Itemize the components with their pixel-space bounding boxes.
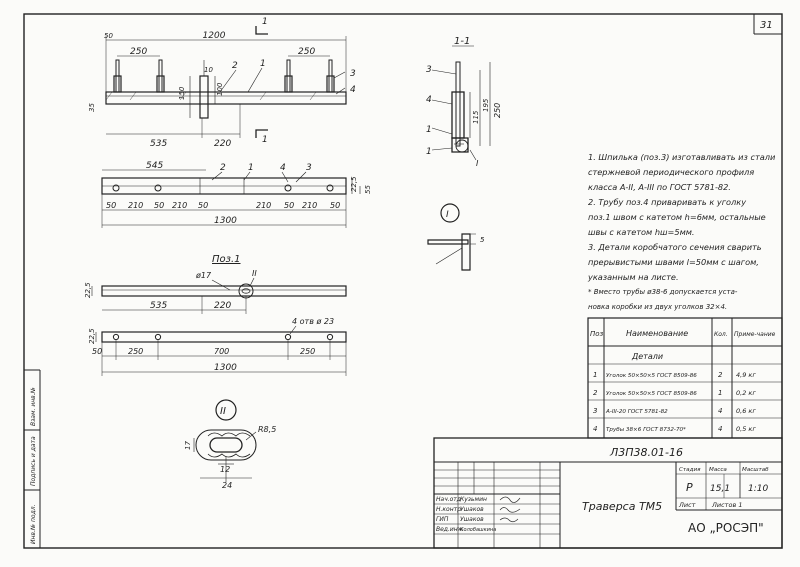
plan-callout-1: 1 — [248, 163, 254, 173]
detail1-mark: I — [446, 210, 449, 220]
detail2-radius: R8,5 — [258, 425, 277, 434]
notes-block — [588, 150, 784, 315]
spec-header-note: Приме-чание — [734, 331, 776, 338]
role-label: Н.контр — [436, 506, 461, 513]
section-detail-mark: I — [476, 159, 479, 168]
pos1-holes: 4 отв ø 23 — [292, 317, 335, 326]
spec-row-name: А-III-20 ГОСТ 5781-82 — [606, 409, 668, 415]
note-line: указанным на листе. — [588, 272, 679, 282]
plan-total: 1300 — [214, 216, 237, 226]
spec-row-pos: 1 — [593, 371, 598, 379]
dim-10: 10 — [204, 66, 213, 74]
spec-row-qty: 2 — [718, 371, 723, 379]
plan-sp-1: 210 — [128, 201, 144, 210]
detail-1 — [428, 204, 476, 270]
section-callout-4: 4 — [426, 95, 432, 105]
callout-4: 4 — [350, 85, 356, 95]
role-label: ГИП — [436, 516, 449, 523]
side-stamp-col1: Инв.№ подл. — [30, 504, 37, 544]
sheet-label: Лист — [679, 501, 696, 509]
spec-section: Детали — [632, 352, 664, 361]
plan-sp-4: 50 — [198, 201, 209, 210]
spec-row-note: 0,6 кг — [736, 407, 756, 415]
stage-value: Р — [686, 481, 693, 494]
spec-row-note: 4,9 кг — [736, 371, 756, 379]
spec-row-qty: 4 — [718, 407, 723, 415]
pos1-total: 1300 — [214, 363, 237, 373]
note-line: прерывистыми швами l=50мм с шагом, — [588, 257, 759, 267]
spec-header-name: Наименование — [626, 329, 689, 338]
dim-35: 35 — [88, 103, 96, 112]
section-callout-1a: 1 — [426, 125, 432, 135]
plan-dim-545: 545 — [146, 161, 164, 171]
dim-250-left: 250 — [130, 47, 148, 57]
callout-2: 2 — [232, 61, 238, 71]
section-dim-250: 250 — [493, 102, 502, 118]
spec-row-qty: 4 — [718, 425, 723, 433]
section-callout-3: 3 — [426, 65, 432, 75]
sheets-label: Листов 1 — [712, 501, 743, 509]
role-label: Нач.отд — [436, 496, 461, 503]
detail2-mark: II — [220, 406, 226, 417]
dim-1200: 1200 — [202, 31, 226, 41]
dim-220: 220 — [214, 139, 232, 149]
scale-value: 1:10 — [748, 484, 769, 494]
dim-50: 50 — [104, 32, 113, 40]
stage-header: Стадия — [679, 467, 701, 473]
pos1-dim-225b: 22,5 — [88, 328, 96, 344]
plan-dim-225: 22,5 — [350, 176, 358, 192]
sheet-number: 31 — [760, 20, 773, 31]
section-callout-1b: 1 — [426, 147, 432, 157]
doc-code: Л3П38.01-16 — [610, 446, 683, 459]
side-stamp-col3: Взам. инв.№ — [30, 387, 37, 426]
plan-callout-4: 4 — [280, 163, 286, 173]
organization: АО „РОСЭП" — [688, 521, 764, 535]
plan-dim-55: 55 — [364, 185, 372, 194]
detail2-dim-12: 12 — [220, 465, 231, 474]
dim-250-right: 250 — [298, 47, 316, 57]
spec-row-name: Уголок 50×50×5 ГОСТ 8509-86 — [606, 391, 697, 397]
section-title: 1-1 — [454, 36, 471, 47]
pos1-dim-220: 220 — [214, 301, 232, 311]
person-name: Кузьмин — [460, 496, 487, 503]
role-label: Вед.инж — [436, 526, 464, 533]
spec-row-qty: 1 — [718, 389, 723, 397]
spec-row-name: Трубы 38×6 ГОСТ 8732-70* — [606, 427, 686, 433]
section-dim-115: 115 — [472, 110, 480, 124]
signatures — [500, 497, 520, 522]
spec-header-qty: Кол. — [714, 331, 728, 338]
plan-sp-8: 50 — [330, 201, 341, 210]
mass-header: Масса — [709, 467, 727, 473]
detail1-dim-5: 5 — [480, 236, 485, 244]
person-name: Колобашкина — [460, 527, 497, 533]
pos1-dim-50: 50 — [92, 347, 103, 356]
note-line: новка коробки из двух уголков 32×4. — [588, 303, 728, 311]
spec-row-name: Уголок 50×50×5 ГОСТ 8509-86 — [606, 373, 697, 379]
plan-callout-3: 3 — [306, 163, 312, 173]
note-line: поз.1 швом с катетом h=6мм, остальные — [588, 212, 766, 222]
note-line: * Вместо трубы ø38-6 допускается уста- — [588, 288, 738, 296]
callout-3: 3 — [350, 69, 356, 79]
plan-sp-5: 210 — [256, 201, 272, 210]
pos1-dim-535: 535 — [150, 301, 168, 311]
section-mark-bottom: 1 — [262, 135, 268, 145]
person-name: Ушаков — [460, 516, 484, 523]
note-line: швы с катетом hш=5мм. — [588, 227, 695, 237]
plan-sp-6: 50 — [284, 201, 295, 210]
plan-sp-3: 210 — [172, 201, 188, 210]
note-line: стержневой периодического профиля — [588, 167, 755, 177]
dim-150: 150 — [178, 86, 186, 100]
dim-100: 100 — [216, 82, 224, 96]
spec-row-note: 0,2 кг — [736, 389, 756, 397]
plan-sp-0: 50 — [106, 201, 117, 210]
pos1-dim-225: 22,5 — [84, 282, 92, 298]
note-line: 3. Детали коробчатого сечения сварить — [588, 242, 762, 252]
section-mark-top: 1 — [262, 17, 268, 27]
callout-1: 1 — [260, 59, 266, 69]
pos1-views — [92, 278, 346, 376]
plan-callout-2: 2 — [220, 163, 226, 173]
scale-header: Масштаб — [742, 467, 769, 473]
person-name: Ушаков — [460, 506, 484, 513]
spec-row-note: 0,5 кг — [736, 425, 756, 433]
pos1-detail-mark: II — [252, 269, 257, 278]
pos1-dim-250b: 250 — [300, 347, 316, 356]
note-line: 1. Шпилька (поз.3) изготавливать из стали — [588, 152, 776, 162]
spec-row-pos: 3 — [593, 407, 598, 415]
plan-sp-7: 210 — [302, 201, 318, 210]
pos1-title: Поз.1 — [212, 254, 241, 265]
detail2-dim-17: 17 — [184, 441, 192, 450]
plan-sp-2: 50 — [154, 201, 165, 210]
note-line: класса А-II, А-III по ГОСТ 5781-82. — [588, 182, 731, 192]
main-elevation — [106, 26, 346, 138]
detail2-dim-24: 24 — [222, 481, 233, 490]
note-line: 2. Трубу поз.4 приваривать к уголку — [588, 197, 747, 207]
section-dim-195: 195 — [482, 98, 490, 112]
pos1-dim-700: 700 — [214, 347, 230, 356]
dim-535: 535 — [150, 139, 168, 149]
spec-header-pos: Поз. — [590, 330, 606, 338]
side-stamp-col2: Подпись и дата — [30, 436, 37, 486]
pos1-hole: ø17 — [196, 271, 212, 280]
spec-row-pos: 2 — [593, 389, 598, 397]
product-name: Траверса ТМ5 — [582, 500, 663, 513]
spec-row-pos: 4 — [593, 425, 598, 433]
mass-value: 15,1 — [710, 484, 731, 494]
pos1-dim-250a: 250 — [128, 347, 144, 356]
